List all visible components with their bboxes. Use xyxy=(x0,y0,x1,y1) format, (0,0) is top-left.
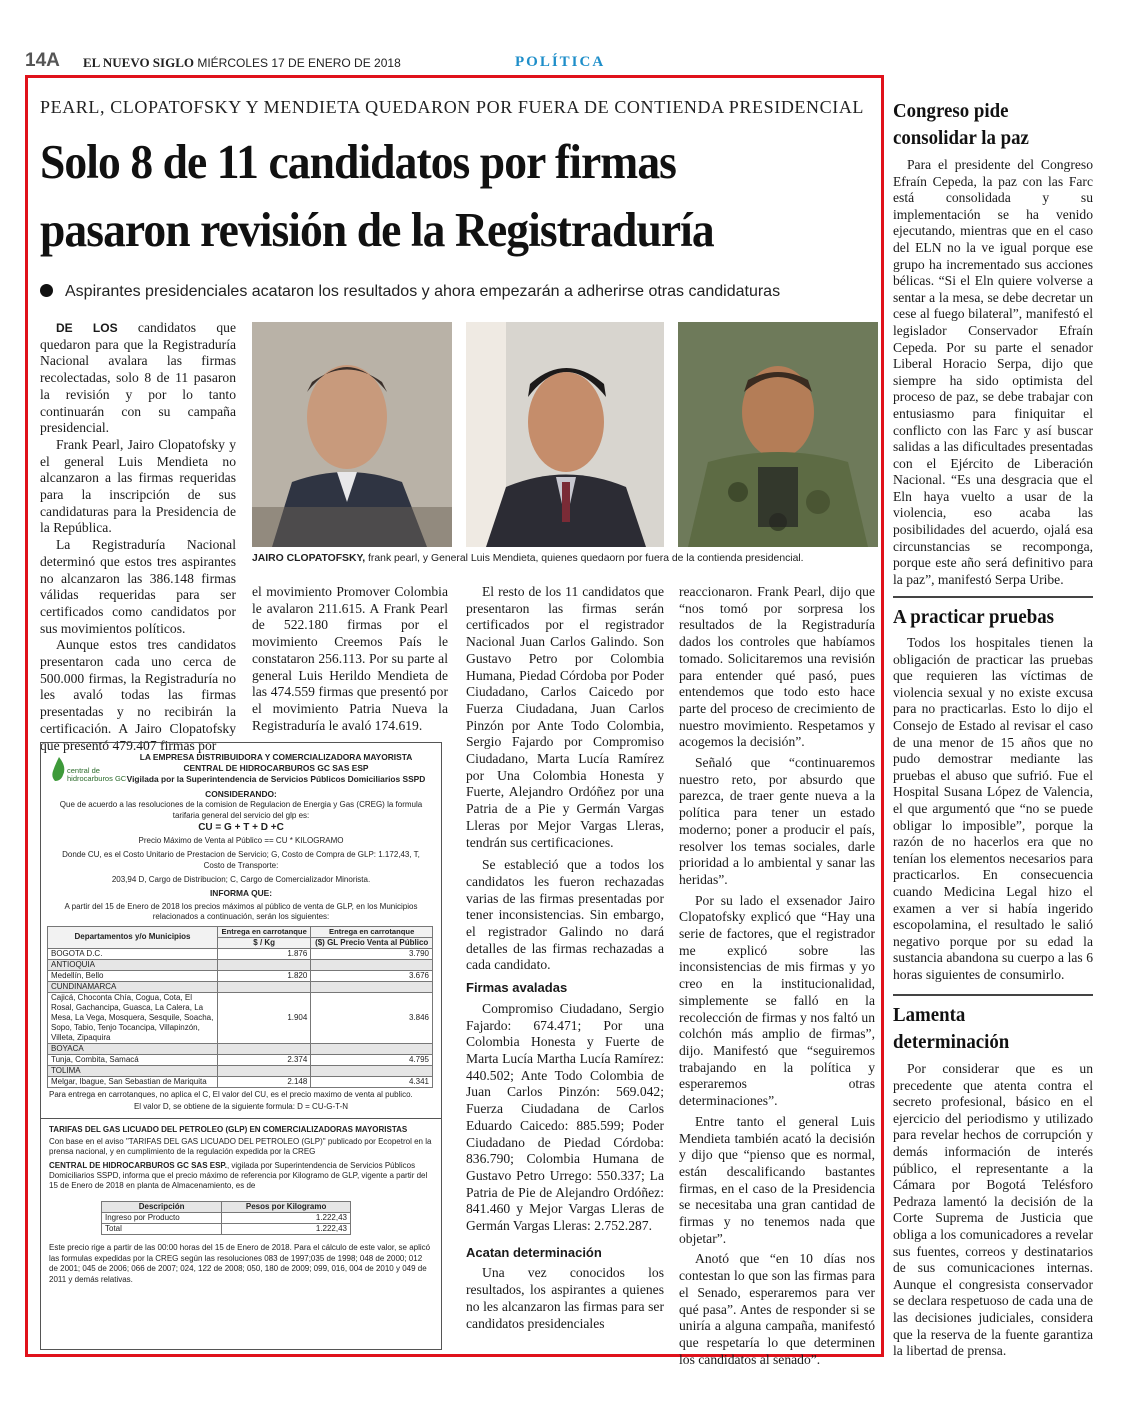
table-row xyxy=(48,981,433,992)
table-note: El valor D, se obtiene de la siguiente formula: D = CU-G-T-N xyxy=(133,1101,349,1111)
considerando-heading: CONSIDERANDO: xyxy=(205,789,277,799)
informa-heading: INFORMA QUE: xyxy=(209,887,273,898)
sidebar-heading: Lamenta determinación xyxy=(893,1004,1010,1053)
table-cell-value xyxy=(218,1043,311,1054)
article-column-4 xyxy=(679,584,875,1368)
subhead: Acatan determinación xyxy=(466,1244,602,1260)
table-row xyxy=(48,1054,433,1065)
lead-caps: DE LOS xyxy=(56,321,118,335)
table-cell-name: CUNDINAMARCA xyxy=(48,981,218,992)
headline-line-2: pasaron revisión de la Registraduría xyxy=(40,202,714,257)
page-header xyxy=(25,50,1105,74)
photo-caption: JAIRO CLOPATOFSKY, frank pearl, y General Luis Mendieta, quienes quedaorn por fuera de la contienda presidencial. xyxy=(252,553,804,564)
logo-text: central de xyxy=(67,766,100,775)
table-cell-value xyxy=(311,981,433,992)
bullet-icon xyxy=(40,284,53,297)
paragraph: Se estableció que a todos los candidatos les fueron rechazadas varias de las firmas presentadas por tener inconsistencias. Sin embargo, el registrador Galindo no dará detalles de las firmas rechazadas a cada candidato. xyxy=(466,857,664,973)
table-header: ($) GL Precio Venta al Público xyxy=(311,937,433,948)
sidebar-heading: A practicar pruebas xyxy=(893,606,1055,628)
table-header: Descripción xyxy=(102,1202,222,1213)
table-cell-name: Cajicá, Choconta Chía, Cogua, Cota, El Rosal, Gachancipa, Guasca, La Calera, La Mesa, La Vega, Mosquera, Sesquile, Soacha, Sopo, Tabio, Tenjo Tocancipa, Villapinzón, Villeta, Zipaquira xyxy=(48,992,218,1043)
cu-formula: CU = G + T + D +C xyxy=(198,822,284,833)
table-cell-name: BOGOTA D.C. xyxy=(48,948,218,959)
table-cell-value xyxy=(218,1065,311,1076)
publication-name: EL NUEVO SIGLO xyxy=(83,55,194,70)
notice-company: CENTRAL DE HIDROCARBUROS GC SAS ESP xyxy=(183,763,369,773)
table-cell-value xyxy=(218,981,311,992)
paragraph: El resto de los 11 candidatos que presentaron las firmas serán certificados por el registrador Nacional Juan Carlos Galindo. Son Gustavo Petro por Colombia Humana, Piedad Córdoba por Poder Ciudadano, Carlos Caicedo por Fuerza Ciudadana, Juan Carlos Pinzón por Ante Todo Colombia, Sergio Fajardo por Compromiso Ciudadano, Marta Lucía Ramírez por Una Colombia Honesta y Fuerte, Alejandro Ordóñez por una Patria de a Pie y Germán Vargas Lleras por Mejor Vargas Lleras, tendrán sus certificaciones. xyxy=(466,584,664,850)
table-cell-value: 3.790 xyxy=(311,948,433,959)
photo-pearl xyxy=(466,322,664,547)
table-cell-value: 3.676 xyxy=(311,970,433,981)
notice-text: A partir del 15 de Enero de 2018 los precios máximos al público de venta de GLP, en los Municipios relacionados a continuación, serán los siguientes: xyxy=(64,901,418,921)
sidebar-heading: Congreso pide consolidar la paz xyxy=(893,100,1029,149)
table-cell-name: BOYACA xyxy=(48,1043,218,1054)
flame-icon xyxy=(51,757,67,783)
notice-text: 203,94 D, Cargo de Distribucion; C, Cargo de Comercializador Minorista. xyxy=(111,875,371,884)
paragraph: DE LOS candidatos que quedaron para que la Registraduría Nacional avalara las firmas recolectadas, solo 8 de 11 pasaron la revisión y por lo tanto continuarán con su campaña presidencial. xyxy=(40,320,236,436)
table-row xyxy=(48,948,433,959)
article-dek xyxy=(40,283,880,301)
notice-text: Donde CU, es el Costo Unitario de Prestacion de Servicio; G, Costo de Compra de GLP: 1.172,43, T, Costo de Transporte: xyxy=(62,850,420,870)
table-header: Entrega en carrotanque xyxy=(218,926,311,937)
paragraph: reaccionaron. Frank Pearl, dijo que “nos tomó por sorpresa los resultados de la Registraduría dados los controles que habíamos tomado. Solicitaremos una revisión para entender qué pasó, pues entendemos que todo esto hace parte del proceso de crecimiento de nuestro movimiento. Respetamos y acogemos la decisión”. xyxy=(679,584,875,750)
notice-text: Que de acuerdo a las resoluciones de la comision de Regulacion de Energia y Gas (CREG) la formula tarifaria general del servicio del glp es: xyxy=(59,800,423,820)
table-row xyxy=(48,970,433,981)
tarifas-title: TARIFAS DEL GAS LICUADO DEL PETROLEO (GLP) EN COMERCIALIZADORAS MAYORISTAS xyxy=(49,1125,408,1134)
table-cell-value: 2.148 xyxy=(218,1076,311,1087)
table-cell-value: 4.341 xyxy=(311,1076,433,1087)
paragraph: Una vez conocidos los resultados, los aspirantes a quienes no les alcanzaron las firmas para ser candidatos presidenciales xyxy=(466,1265,664,1331)
table-cell-value xyxy=(311,959,433,970)
table-cell-name: Melgar, Ibague, San Sebastian de Mariquita xyxy=(48,1076,218,1087)
table-cell-name: Medellín, Bello xyxy=(48,970,218,981)
divider xyxy=(893,994,1093,996)
table-cell-value: 4.795 xyxy=(311,1054,433,1065)
table-cell-name: TOLIMA xyxy=(48,1065,218,1076)
publication-date: MIÉRCOLES 17 DE ENERO DE 2018 xyxy=(197,56,401,70)
sidebar-item-pruebas xyxy=(893,604,1093,983)
paragraph: Compromiso Ciudadano, Sergio Fajardo: 674.471; Por una Colombia Honesta y Fuerte de Marta Lucía Martha Lucía Ramírez: 440.502; Ante Todo Colombia de Juan Carlos Pinzón: 569.042; Fuerza Ciudadana de Carlos Eduardo Caicedo: 885.599; Poder Ciudadano de Piedad Córdoba: 836.790; Colombia Humana de Gustavo Petro Urrego: 550.337; La Patria de Pie de Alejandro Ordóñez: 841.460 y Mejor Vargas Lleras de Germán Vargas Lleras: 2.752.287. xyxy=(466,1000,664,1234)
article-kicker: PEARL, CLOPATOFSKY Y MENDIETA QUEDARON POR FUERA DE CONTIENDA PRESIDENCIAL xyxy=(40,97,865,117)
table-cell-name: Tunja, Combita, Samacá xyxy=(48,1054,218,1065)
table-row xyxy=(48,992,433,1043)
table-row xyxy=(48,1076,433,1087)
table-cell-value: 2.374 xyxy=(218,1054,311,1065)
table-header: Pesos por Kilogramo xyxy=(222,1202,351,1213)
table-cell-value xyxy=(311,1065,433,1076)
table-cell-value: 3.846 xyxy=(311,992,433,1043)
tarifas-text: Con base en el aviso "TARIFAS DEL GAS LICUADO DEL PETROLEO (GLP)" publicado por Ecopetrol en la prensa nacional, y en cumplimiento de la regulación expedida por la CREG xyxy=(49,1137,432,1156)
subhead: Firmas avaladas xyxy=(466,980,568,996)
table-row xyxy=(48,1065,433,1076)
article-headline xyxy=(40,128,821,264)
headline-line-1: Solo 8 de 11 candidatos por firmas xyxy=(40,134,676,189)
sidebar-item-congreso xyxy=(893,98,1093,588)
table-cell-value: 1.876 xyxy=(218,948,311,959)
reference-price-table xyxy=(101,1201,351,1235)
sidebar-text: Por considerar que es un precedente que atenta contra el secreto profesional, básico en el ejercicio del periodismo y utilizado para revelar hechos de corrupción y demás información de interés público, el representante a la Cámara por Bogotá Telésforo Pedraza lamentó la decisión de la Corte Suprema de Justicia que obliga a los comunicadores a revelar sus fuentes, correos y destinatarios de sus comunicaciones internas. Aunque el congresista conservador se declara respetuoso de cada una de las decisiones judiciales, considera que la reserva de la fuente garantiza la libertad de prensa. xyxy=(893,1061,1093,1359)
paragraph: el movimiento Promover Colombia le avalaron 211.615. A Frank Pearl de 522.180 firmas por el movimiento Creemos País le constataron 256.113. Por su parte al general Luis Herildo Mendieta de las 474.559 firmas que presentó por el movimiento Patria Nueva la Registraduría le avaló 174.619. xyxy=(252,584,448,733)
divider xyxy=(893,596,1093,598)
paragraph: Aunque estos tres candidatos presentaron cada uno cerca de 500.000 firmas, la Registraduría no les avaló todas las firmas presentadas y no recibirán la certificación. A Jairo Clopatofsky que presentó 479.407 firmas por xyxy=(40,637,236,753)
table-row xyxy=(48,1043,433,1054)
company-logo xyxy=(51,753,127,789)
table-header: $ / Kg xyxy=(218,937,311,948)
dek-text: Aspirantes presidenciales acataron los resultados y ahora empezarán a adherirse otras candidaturas xyxy=(65,283,781,300)
notice-title: LA EMPRESA DISTRIBUIDORA Y COMERCIALIZADORA MAYORISTA xyxy=(139,752,413,762)
divider xyxy=(41,1118,441,1119)
section-name: POLÍTICA xyxy=(515,54,606,70)
table-header: Entrega en carrotanque xyxy=(311,926,433,937)
photo-mendieta xyxy=(678,322,878,547)
sidebar-item-lamenta xyxy=(893,1002,1093,1360)
paragraph: Entre tanto el general Luis Mendieta también acató la decisión y dijo que “pienso que es normal, están descalificando bastantes firmas, en el caso de la Presidencia se necesitaba una gran cantidad de firmas y no tenemos nada que objetar”. xyxy=(679,1113,875,1246)
table-cell-name: ANTIOQUIA xyxy=(48,959,218,970)
paragraph: La Registraduría Nacional determinó que estos tres aspirantes no alcanzaron las 386.148 firmas válidas requeridas para ser certificados como candidatos por sus movimientos políticos. xyxy=(40,537,236,636)
price-table xyxy=(47,926,433,1088)
notice-vigilada: Vigilada por la Superintendencia de Servicios Públicos Domiciliarios SSPD xyxy=(126,774,426,784)
notice-footer: Este precio rige a partir de las 00:00 horas del 15 de Enero de 2018. Para el cálculo de este valor, se aplicó las formulas expedidas por la CREG según las resoluciones 083 de 1997;035 de 1998; 048 de 2000; 012 de 2001; 045 de 2006; 066 de 2007; 024, 122 de 2008; 050, 180 de 2009; 099, 016, 004 de 2010 y 049 de 2011 y demás relativas. xyxy=(49,1243,431,1284)
tarifas-text: CENTRAL DE HIDROCARBUROS GC SAS ESP., vigilada por Superintendencia de Servicios Públicos Domiciliarios SSPD, informa que el precio máximo de referencia por Kilogramo de GLP, vigente a partir del 15 de Enero de 2018 en planta de Almacenamiento, es de xyxy=(49,1161,428,1190)
sidebar-text: Para el presidente del Congreso Efraín Cepeda, la paz con las Farc está consolidada y su implementación se ha venido ejecutando, mientras que en el caso del ELN no la ve igual porque ese grupo ha incrementado sus acciones bélicas. “Si el Eln quiere volverse a sentar a la mesa, se debe decretar un cese al fuego bilateral”, manifestó el legislador Conservador Efraín Cepeda. Por su parte el senador Liberal Horacio Serpa, dijo que siempre ha sido optimista del proceso de paz, se debe trabajar con entusiasmo para finiquitar el conflicto con las Farc y así buscar salidas a las dificultades presentadas con el Ejército de Liberación Nacional. “Es una desgracia que el Eln haya vuelto a usar de la violencia, eso acaba las posibilidades del acuerdo, ojalá esa circunstancias se recomponga, porque este año será definitivo para la paz”, manifestó Serpa Uribe. xyxy=(893,157,1093,587)
table-header: Departamentos y/o Municipios xyxy=(48,926,218,948)
sidebar-text: Todos los hospitales tienen la obligación de practicar las pruebas que requieren las víctimas de violencia sexual y no existe excusa para no practicarlas. Esto lo dijo el Consejo de Estado al revisar el caso de una menor de 15 años que no pudo demostrar mediante las pruebas el abuso que sufrió. Fue el Hospital Susana López de Valencia, el que argumentó que “no se puede obligar lo imposible”, porque la razón de no hacerlos era que no tenían los elementos necesarios para practicarlos. En consecuencia cuando Medicina Legal hizo el examen a ver si había ingerido escopolamina, el resultado le salió negativo porque por su edad la sustancia abandona su cuerpo a las 6 horas siguientes de consumirlo. xyxy=(893,635,1093,982)
page-number: 14A xyxy=(25,50,60,71)
paragraph: Anotó que “en 10 días nos contestan lo que son las firmas para el Senado, esperaremos para ver qué pasa”. Antes de responder si se uniría a alguna campaña, manifestó que respetaría lo que determinen los candidatos al senado”. xyxy=(679,1251,875,1367)
table-row xyxy=(48,959,433,970)
table-cell-value: 1.820 xyxy=(218,970,311,981)
paragraph: Por su lado el exsenador Jairo Clopatofsky explicó que “Hay una serie de factores, que el registrador me explicó sobre las inconsistencias de mis firmas y yo creo en la institucionalidad, simplemente se falló en la recolección de firmas y nos faltó un colchón más amplio de firmas”, dijo. Manifestó que “seguiremos trabajando en la política y esperaremos otras determinaciones”. xyxy=(679,892,875,1109)
article-column-2 xyxy=(252,584,448,734)
publication-line xyxy=(83,55,401,71)
table-cell-value: 1.904 xyxy=(218,992,311,1043)
photo-clopatofsky xyxy=(252,322,452,547)
table-cell-value xyxy=(311,1043,433,1054)
article-column-1 xyxy=(40,320,236,754)
table-row: Ingreso por Producto 1.222,43 xyxy=(102,1213,351,1224)
table-cell-value xyxy=(218,959,311,970)
logo-text: hidrocarburos GC xyxy=(67,774,127,783)
gas-price-notice xyxy=(40,742,442,1350)
table-note: Para entrega en carrotanques, no aplica el C, El valor del CU, es el precio maximo de venta al publico. xyxy=(49,1089,413,1099)
article-column-3 xyxy=(466,584,664,1332)
paragraph: Señaló que “continuaremos nuestro reto, por absurdo que parezca, de traer gente nueva a la política para tener un estado moderno; poner a producir el país, resolver los temas sociales, darle prioridad a lo ambiental y sanar las heridas”. xyxy=(679,755,875,887)
table-row: Total 1.222,43 xyxy=(102,1224,351,1235)
paragraph: Frank Pearl, Jairo Clopatofsky y el general Luis Mendieta no alcanzaron a las firmas requeridas para la inscripción de sus candidaturas para la Presidencia de la República. xyxy=(40,436,236,536)
price-table-body xyxy=(48,948,433,1087)
notice-text: Precio Máximo de Venta al Público == CU * KILOGRAMO xyxy=(138,835,344,845)
